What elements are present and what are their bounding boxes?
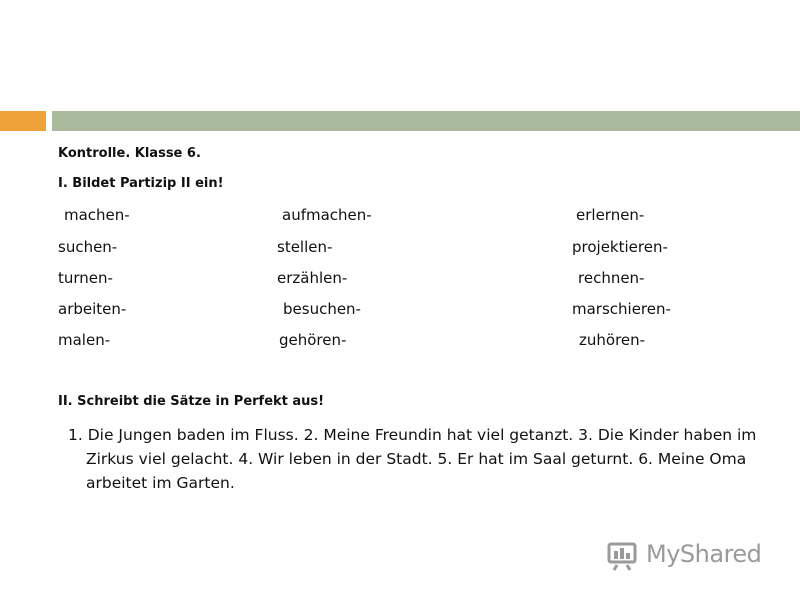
verb-rechnen: rechnen-	[578, 269, 645, 287]
verb-erlernen: erlernen-	[576, 206, 645, 224]
verb-projektieren: projektieren-	[572, 238, 668, 256]
verb-besuchen: besuchen-	[283, 300, 361, 318]
verb-arbeiten: arbeiten-	[58, 300, 127, 318]
watermark-text: MyShared	[646, 540, 762, 568]
verb-suchen: suchen-	[58, 238, 118, 256]
accent-bar-green	[52, 111, 800, 131]
verb-marschieren: marschieren-	[572, 300, 671, 318]
verb-stellen: stellen-	[277, 238, 333, 256]
section-2-heading: II. Schreibt die Sätze in Perfekt aus!	[58, 394, 325, 409]
watermark	[606, 536, 766, 572]
document-title: Kontrolle. Klasse 6.	[58, 146, 201, 161]
sentences-paragraph: 1. Die Jungen baden im Fluss. 2. Meine Freundin hat viel getanzt. 3. Die Kinder haben im Zirkus viel gelacht. 4. Wir leben in der Stadt. 5. Er hat im Saal geturnt. 6. Meine Oma arbeitet im Garten.	[68, 426, 757, 492]
myshared-logo-icon	[606, 536, 642, 572]
verb-erzaehlen: erzählen-	[277, 269, 348, 287]
verb-turnen: turnen-	[58, 269, 113, 287]
verb-machen: machen-	[64, 206, 130, 224]
accent-bar-orange	[0, 111, 46, 131]
verb-gehoeren: gehören-	[279, 331, 347, 349]
section-1-heading: I. Bildet Partizip II ein!	[58, 176, 224, 191]
verb-zuhoeren: zuhören-	[579, 331, 646, 349]
verb-malen: malen-	[58, 331, 111, 349]
verb-aufmachen: aufmachen-	[282, 206, 372, 224]
